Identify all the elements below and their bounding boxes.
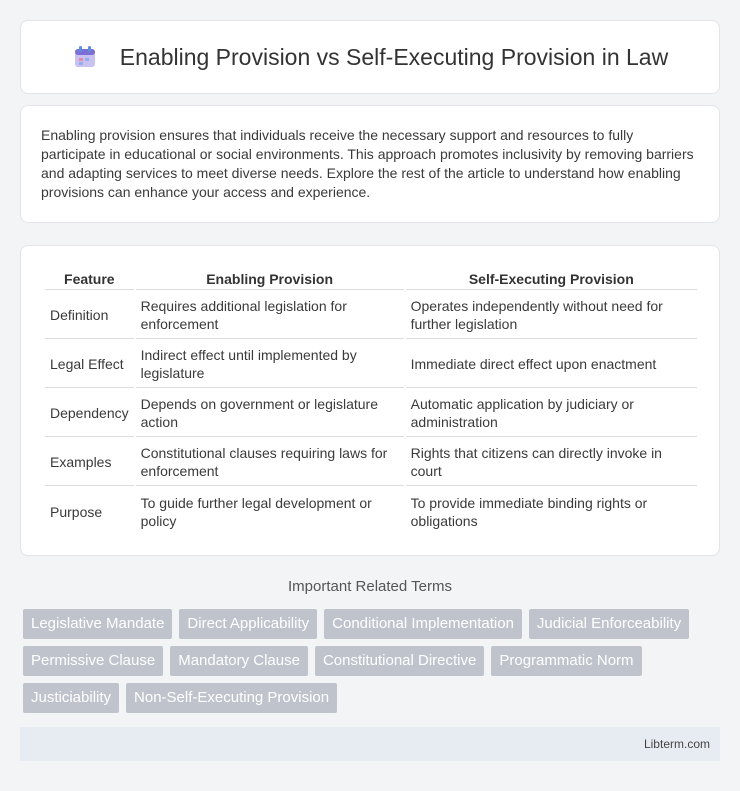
related-term-tag[interactable]: Conditional Implementation (324, 609, 522, 639)
row-enabling: Indirect effect until implemented by legislature (136, 341, 404, 388)
row-self-executing: Immediate direct effect upon enactment (406, 341, 697, 388)
footer (20, 727, 720, 761)
header-self-executing: Self-Executing Provision (406, 268, 697, 290)
related-term-tag[interactable]: Justiciability (23, 683, 119, 713)
footer-site-link[interactable]: Libterm.com (643, 737, 710, 751)
related-term-tag[interactable]: Permissive Clause (23, 646, 163, 676)
related-term-tag[interactable]: Judicial Enforceability (529, 609, 689, 639)
intro-card (20, 105, 720, 223)
related-terms-tags (23, 609, 723, 720)
row-self-executing: To provide immediate binding rights or obligations (410, 494, 648, 529)
related-term-tag[interactable]: Direct Applicability (179, 609, 317, 639)
table-row (45, 292, 697, 339)
header-enabling: Enabling Provision (136, 268, 404, 290)
related-term-tag[interactable]: Legislative Mandate (23, 609, 172, 639)
table-row (45, 439, 697, 486)
table-header-row (45, 268, 697, 290)
row-self-executing: Automatic application by judiciary or administration (406, 390, 697, 437)
table-row (45, 341, 697, 388)
header-card (20, 20, 720, 94)
related-term-tag[interactable]: Non-Self-Executing Provision (126, 683, 337, 713)
row-feature: Definition (45, 292, 134, 339)
comparison-table-card (20, 245, 720, 556)
row-enabling: Depends on government or legislature action (136, 390, 404, 437)
related-term-tag[interactable]: Programmatic Norm (491, 646, 641, 676)
header-feature: Feature (45, 268, 134, 290)
related-term-tag[interactable]: Mandatory Clause (170, 646, 308, 676)
page-title: Enabling Provision vs Self-Executing Provision in Law (119, 43, 669, 70)
row-enabling: Constitutional clauses requiring laws for enforcement (136, 439, 404, 486)
row-enabling: Requires additional legislation for enforcement (136, 292, 404, 339)
intro-text: Enabling provision ensures that individuals receive the necessary support and resources to fully participate in educational or social environments. This approach promotes inclusivity by removing barriers and adapting services to meet diverse needs. Explore the rest of the article to understand how enabling provisions can enhance your access and experience. (41, 127, 694, 200)
comparison-table (43, 266, 699, 537)
row-self-executing: Rights that citizens can directly invoke in court (406, 439, 697, 486)
calendar-icon (72, 44, 98, 70)
row-feature: Examples (45, 439, 134, 486)
table-row (45, 390, 697, 437)
related-terms-title: Important Related Terms (288, 578, 452, 595)
row-feature: Legal Effect (45, 341, 134, 388)
row-enabling: To guide further legal development or policy (140, 494, 372, 529)
table-row (45, 488, 697, 535)
row-feature: Purpose (50, 503, 103, 520)
row-self-executing: Operates independently without need for further legislation (406, 292, 697, 339)
related-term-tag[interactable]: Constitutional Directive (315, 646, 484, 676)
row-feature: Dependency (45, 390, 134, 437)
